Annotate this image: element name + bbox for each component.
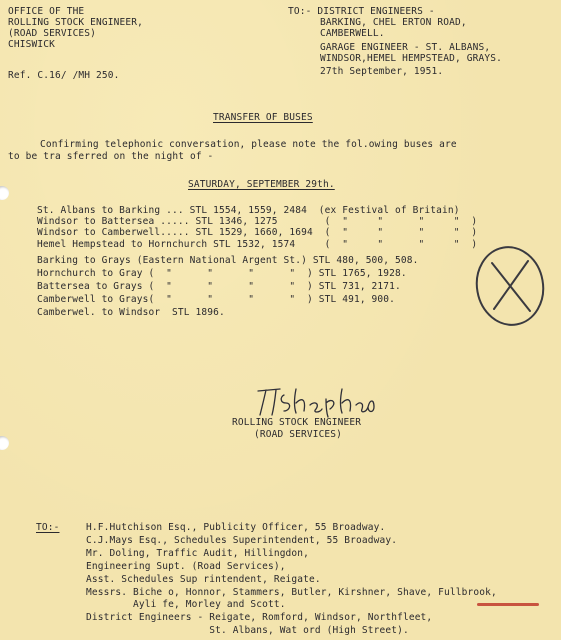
red-pencil-underline — [477, 603, 539, 606]
recipient-line-5: WINDSOR,HEMEL HEMPSTEAD, GRAYS. — [320, 53, 502, 64]
distribution-label: TO:- — [36, 522, 60, 533]
transfer-date-heading: SATURDAY, SEPTEMBER 29th. — [188, 179, 335, 190]
sender-office-line-4: CHISWICK — [8, 39, 55, 50]
recipient-line-2: BARKING, CHEL ERTON ROAD, — [320, 17, 467, 28]
transfer-row: Barking to Grays (Eastern National Argent St.) STL 480, 500, 508. — [37, 255, 419, 266]
intro-line-1: Confirming telephonic conversation, please note the fol.owing buses are — [40, 139, 457, 150]
punch-hole-icon — [0, 436, 9, 450]
transfer-row: Windsor to Battersea ..... STL 1346, 1275 ( " " " " ) — [37, 216, 478, 227]
document-title: TRANSFER OF BUSES — [213, 112, 313, 123]
transfer-row: St. Albans to Barking ... STL 1554, 1559, 2484 (ex Festival of Britain) — [37, 205, 460, 216]
letter-date: 27th September, 1951. — [320, 66, 444, 77]
sender-office-line-2: ROLLING STOCK ENGINEER, — [8, 17, 143, 28]
transfer-row: Camberwell to Grays( " " " " ) STL 491, 900. — [37, 294, 396, 305]
distribution-line: St. Albans, Wat ord (High Street). — [86, 625, 409, 636]
distribution-line: Messrs. Biche o, Honnor, Stammers, Butler, Kirshner, Shave, Fullbrook, — [86, 587, 497, 598]
punch-hole-icon — [0, 186, 9, 200]
distribution-line: C.J.Mays Esq., Schedules Superintendent, 55 Broadway. — [86, 535, 398, 546]
distribution-line: Engineering Supt. (Road Services), — [86, 561, 286, 572]
hand-drawn-x-circle-icon — [474, 243, 548, 329]
distribution-line: Mr. Doling, Traffic Audit, Hillingdon, — [86, 548, 310, 559]
transfer-row: Windsor to Camberwell..... STL 1529, 1660, 1694 ( " " " " ) — [37, 227, 478, 238]
distribution-line: H.F.Hutchison Esq., Publicity Officer, 55 Broadway. — [86, 522, 386, 533]
distribution-line: Asst. Schedules Sup rintendent, Reigate. — [86, 574, 321, 585]
transfer-row: Camberwel. to Windsor STL 1896. — [37, 307, 225, 318]
sender-office-line-1: OFFICE OF THE — [8, 6, 85, 17]
distribution-line: Ayli fe, Morley and Scott. — [86, 599, 286, 610]
transfer-row: Hemel Hempstead to Hornchurch STL 1532, 1574 ( " " " " ) — [37, 239, 478, 250]
intro-line-2: to be tra sferred on the night of - — [8, 151, 214, 162]
recipient-line-4: GARAGE ENGINEER - ST. ALBANS, — [320, 42, 491, 53]
reference-number: Ref. C.16/ /MH 250. — [8, 70, 120, 81]
sender-office-line-3: (ROAD SERVICES) — [8, 28, 97, 39]
distribution-line: District Engineers - Reigate, Romford, Windsor, Northfleet, — [86, 612, 433, 623]
transfer-row: Hornchurch to Gray ( " " " " ) STL 1765, 1928. — [37, 268, 407, 279]
signatory-title: ROLLING STOCK ENGINEER — [232, 417, 362, 428]
transfer-row: Battersea to Grays ( " " " " ) STL 731, 2171. — [37, 281, 401, 292]
recipient-line-1: TO:- DISTRICT ENGINEERS - — [288, 6, 435, 17]
handwritten-signature-icon — [250, 385, 380, 419]
signatory-department: (ROAD SERVICES) — [254, 429, 343, 440]
recipient-line-3: CAMBERWELL. — [320, 28, 385, 39]
